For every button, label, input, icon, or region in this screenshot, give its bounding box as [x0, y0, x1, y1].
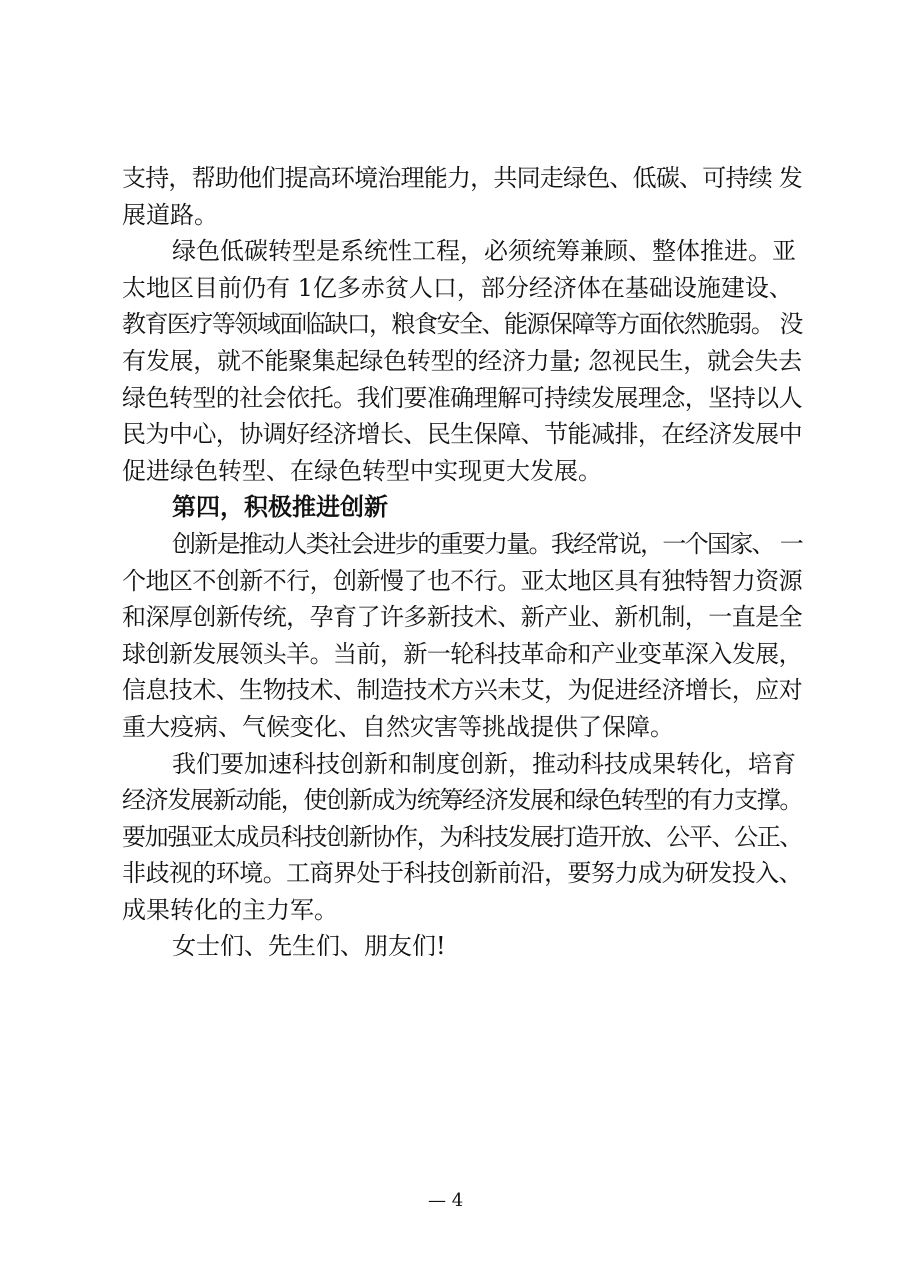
text-line: 非歧视的环境。工商界处于科技创新前沿，要努力成为研发投入、 [122, 859, 803, 888]
text-line: 要加强亚太成员科技创新协作，为科技发展打造开放、公平、公正、 [122, 822, 803, 851]
text-line: 有发展，就不能聚集起绿色转型的经济力量; 忽视民生，就会失去 [122, 346, 802, 375]
text-line: 民为中心，协调好经济增长、民生保障、节能减排，在经济发展中 [122, 420, 803, 449]
text-line: 女士们、先生们、朋友们! [172, 932, 446, 961]
text-line: 重大疫病、气候变化、自然灾害等挑战提供了保障。 [122, 712, 674, 741]
section-heading: 第四，积极推进创新 [172, 493, 388, 522]
text-line: 个地区不创新不行，创新慢了也不行。亚太地区具有独特智力资源 [122, 566, 803, 595]
text-line: 太地区目前仍有 1亿多赤贫人口，部分经济体在基础设施建设、 [122, 273, 793, 302]
text-line: 球创新发展领头羊。当前，新一轮科技革命和产业变革深入发展， [122, 639, 803, 668]
text-line: 支持，帮助他们提高环境治理能力，共同走绿色、低碳、可持续 发 [122, 164, 802, 192]
page-number: — 4 [428, 1190, 464, 1211]
text-line: 信息技术、生物技术、制造技术方兴未艾，为促进经济增长，应对 [122, 676, 803, 705]
text-line: 绿色转型的社会依托。我们要准确理解可持续发展理念，坚持以人 [122, 383, 803, 412]
text-line: 展道路。 [122, 200, 218, 229]
text-line: 绿色低碳转型是系统性工程，必须统筹兼顾、整体推进。亚 [172, 237, 796, 266]
text-line: 教育医疗等领域面临缺口，粮食安全、能源保障等方面依然脆弱。 没 [122, 310, 802, 339]
text-line: 我们要加速科技创新和制度创新，推动科技成果转化，培育 [172, 749, 796, 778]
text-line: 创新是推动人类社会进步的重要力量。我经常说，一个国家、 一 [172, 529, 803, 558]
document-body [122, 160, 802, 965]
text-line: 和深厚创新传统，孕育了许多新技术、新产业、新机制，一直是全 [122, 603, 803, 632]
text-line: 促进绿色转型、在绿色转型中实现更大发展。 [122, 456, 602, 485]
text-line: 成果转化的主力军。 [122, 895, 338, 924]
text-line: 经济发展新动能，使创新成为统筹经济发展和绿色转型的有力支撑。 [122, 786, 803, 815]
